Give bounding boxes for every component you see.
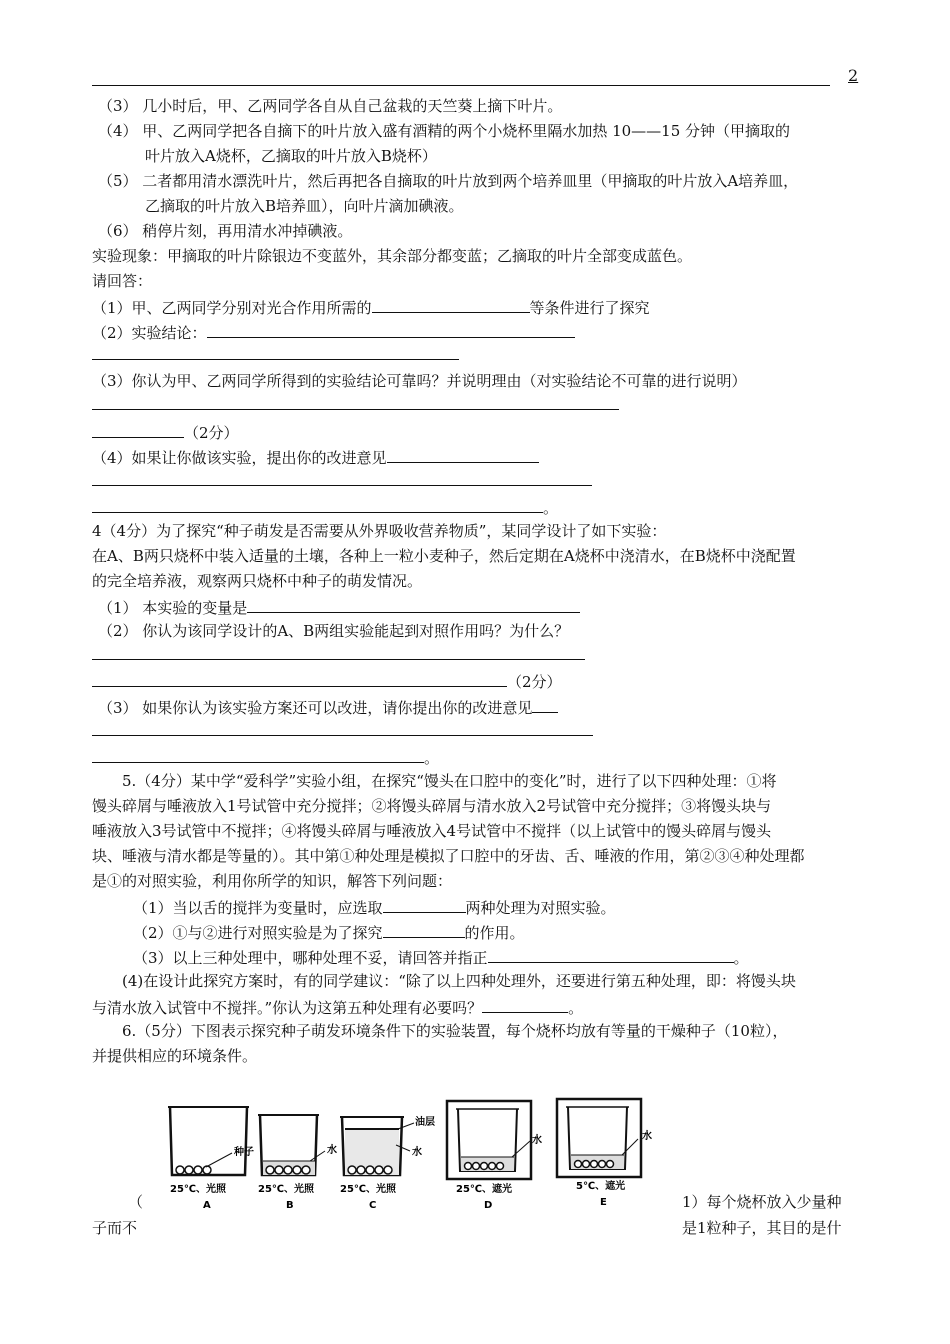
- beaker-d-letter: D: [484, 1200, 493, 1211]
- seed-germination-figure: [160, 1095, 680, 1215]
- section-4-q2-score: [92, 670, 562, 692]
- beaker-a-letter: A: [203, 1200, 211, 1211]
- score-label: （2分）: [507, 673, 562, 691]
- section-4-intro: 4（4分）为了探究“种子萌发是否需要从外界吸收营养物质”，某同学设计了如下实验：: [92, 522, 667, 540]
- question-2: [92, 321, 575, 343]
- section-4-setup-cont: 的完全培养液，观察两只烧杯中种子的萌发情况。: [92, 572, 423, 590]
- section-5-text-e: 是①的对照实验，利用你所学的知识，解答下列问题：: [92, 872, 453, 890]
- answer-blank[interactable]: [383, 896, 466, 913]
- section-5-q3-text: （3）以上三种处理中，哪种处理不妥，请回答并指正: [133, 949, 488, 967]
- beaker-b: [258, 1115, 337, 1211]
- section-5-text-d: 块、唾液与清水都是等量的）。其中第①种处理是模拟了口腔中的牙齿、舌、唾液的作用，第②③④种处理都: [92, 847, 805, 865]
- answer-blank[interactable]: [482, 996, 568, 1013]
- period: 。: [543, 499, 559, 517]
- section-5-q2: [133, 921, 525, 943]
- answer-blank[interactable]: [383, 921, 465, 938]
- answer-blank[interactable]: [387, 446, 539, 463]
- section-5-intro: 5.（4分）某中学“爱科学”实验小组，在探究“馒头在口腔中的变化”时，进行了以下四种处理：①将: [122, 772, 777, 790]
- question-2-text: （2）实验结论：: [92, 324, 207, 342]
- section-5-q3: [133, 946, 749, 968]
- section-4-q2: （2） 你认为该同学设计的A、B两组实验能起到对照作用吗？为什么？: [98, 622, 570, 640]
- section-5-q2-tail: 的作用。: [464, 924, 525, 942]
- period: 。: [568, 999, 584, 1017]
- answer-blank[interactable]: [372, 296, 530, 313]
- page-number: 2: [848, 66, 859, 85]
- beaker-d-condition: 25℃、遮光: [456, 1184, 513, 1195]
- section-5-q1-tail: 两种处理为对照实验。: [465, 899, 616, 917]
- answer-blank[interactable]: [92, 746, 424, 763]
- step-4-cont: 叶片放入A烧杯，乙摘取的叶片放入B烧杯）: [145, 147, 437, 165]
- answer-line[interactable]: [92, 735, 593, 736]
- beaker-c-letter: C: [369, 1200, 377, 1211]
- step-4: （4） 甲、乙两同学把各自摘下的叶片放入盛有酒精的两个小烧杯里隔水加热 10——15 分钟（甲摘取的: [98, 122, 791, 140]
- question-6-right-cont: 是1粒种子，其目的是什: [682, 1219, 842, 1237]
- section-4-q3-text: （3） 如果你认为该实验方案还可以改进，请你提出你的改进意见: [98, 699, 533, 717]
- beaker-b-condition: 25℃、光照: [258, 1184, 315, 1195]
- beaker-c: [340, 1115, 435, 1211]
- section-5-text-b: 馒头碎屑与唾液放入1号试管中充分搅拌；②将馒头碎屑与清水放入2号试管中充分搅拌；③将馒头块与: [92, 797, 772, 815]
- question-6-right: 1）每个烧杯放入少量种: [682, 1193, 842, 1211]
- answer-blank[interactable]: [247, 596, 580, 613]
- period: 。: [424, 749, 440, 767]
- question-3-score: [92, 421, 239, 443]
- beaker-d: [447, 1101, 542, 1211]
- beaker-c-condition: 25℃、光照: [340, 1184, 397, 1195]
- section-4-q1: [98, 596, 580, 618]
- answer-line[interactable]: [92, 359, 459, 360]
- section-5-q4-text: 与清水放入试管中不搅拌。”你认为这第五种处理有必要吗？: [92, 999, 483, 1017]
- section-4-q3-end: [92, 746, 439, 768]
- phenomenon: 实验现象：甲摘取的叶片除银边不变蓝外，其余部分都变蓝；乙摘取的叶片全部变成蓝色。: [92, 247, 693, 265]
- please-answer: 请回答：: [92, 272, 153, 290]
- beaker-e: [557, 1099, 652, 1208]
- section-4-setup: 在A、B两只烧杯中装入适量的土壤，各种上一粒小麦种子，然后定期在A烧杯中浇清水，在B烧杯中浇配置: [92, 547, 796, 565]
- question-6-left: 子而不: [92, 1219, 138, 1237]
- seed-label: 种子: [234, 1147, 254, 1158]
- beaker-a-condition: 25℃、光照: [170, 1184, 227, 1195]
- question-3: （3）你认为甲、乙两同学所得到的实验结论可靠吗？并说明理由（对实验结论不可靠的进行说明）: [92, 372, 747, 390]
- beaker-b-letter: B: [286, 1200, 294, 1211]
- step-3: （3） 几小时后，甲、乙两同学各自从自己盆栽的天竺葵上摘下叶片。: [98, 97, 563, 115]
- question-4-end: [92, 496, 558, 518]
- answer-blank[interactable]: [92, 670, 507, 687]
- answer-blank[interactable]: [92, 496, 543, 513]
- oil-layer-label: 油层: [415, 1117, 435, 1128]
- period: 。: [733, 949, 749, 967]
- answer-line[interactable]: [92, 485, 592, 486]
- step-5: （5） 二者都用清水漂洗叶片，然后再把各自摘取的叶片放到两个培养皿里（甲摘取的叶片放入A培养皿，: [98, 172, 799, 190]
- section-5-q1: [133, 896, 616, 918]
- question-1-tail: 等条件进行了探究: [529, 299, 650, 317]
- section-4-q1-text: （1） 本实验的变量是: [98, 599, 248, 617]
- question-1: [92, 296, 650, 318]
- header-rule: [92, 85, 830, 86]
- answer-blank[interactable]: [532, 696, 558, 713]
- score-label: （2分）: [184, 424, 239, 442]
- answer-blank[interactable]: [92, 421, 184, 438]
- water-label-b: 水: [327, 1145, 337, 1156]
- section-5-text-c: 唾液放入3号试管中不搅拌；④将馒头碎屑与唾液放入4号试管中不搅拌（以上试管中的馒头碎屑与馒头: [92, 822, 772, 840]
- answer-line[interactable]: [92, 659, 585, 660]
- question-6-open: （: [128, 1193, 144, 1211]
- section-5-q1-text: （1）当以舌的搅拌为变量时，应选取: [133, 899, 383, 917]
- water-label-e: 水: [642, 1131, 652, 1142]
- question-1-text: （1）甲、乙两同学分别对光合作用所需的: [92, 299, 372, 317]
- answer-blank[interactable]: [207, 321, 575, 338]
- beaker-e-condition: 5℃、遮光: [576, 1181, 626, 1192]
- section-4-q3: [98, 696, 558, 718]
- answer-line[interactable]: [92, 409, 619, 410]
- question-4-text: （4）如果让你做该实验，提出你的改进意见: [92, 449, 387, 467]
- section-5-q4-cont: [92, 996, 583, 1018]
- answer-blank[interactable]: [488, 946, 734, 963]
- water-label-c: 水: [412, 1147, 422, 1158]
- beaker-e-letter: E: [600, 1197, 607, 1208]
- section-5-q4: (4)在设计此探究方案时，有的同学建议：“除了以上四种处理外，还要进行第五种处理，即：将馒头块: [122, 972, 796, 990]
- section-5-q2-text: （2）①与②进行对照实验是为了探究: [133, 924, 383, 942]
- water-label-d: 水: [532, 1135, 542, 1146]
- section-6-intro: 6.（5分）下图表示探究种子萌发环境条件下的实验装置，每个烧杯均放有等量的干燥种子（10粒），: [122, 1022, 788, 1040]
- step-6: （6） 稍停片刻，再用清水冲掉碘液。: [98, 222, 353, 240]
- question-4: [92, 446, 539, 468]
- step-5-cont: 乙摘取的叶片放入B培养皿），向叶片滴加碘液。: [145, 197, 464, 215]
- section-6-intro-cont: 并提供相应的环境条件。: [92, 1047, 258, 1065]
- beaker-a: [168, 1107, 254, 1211]
